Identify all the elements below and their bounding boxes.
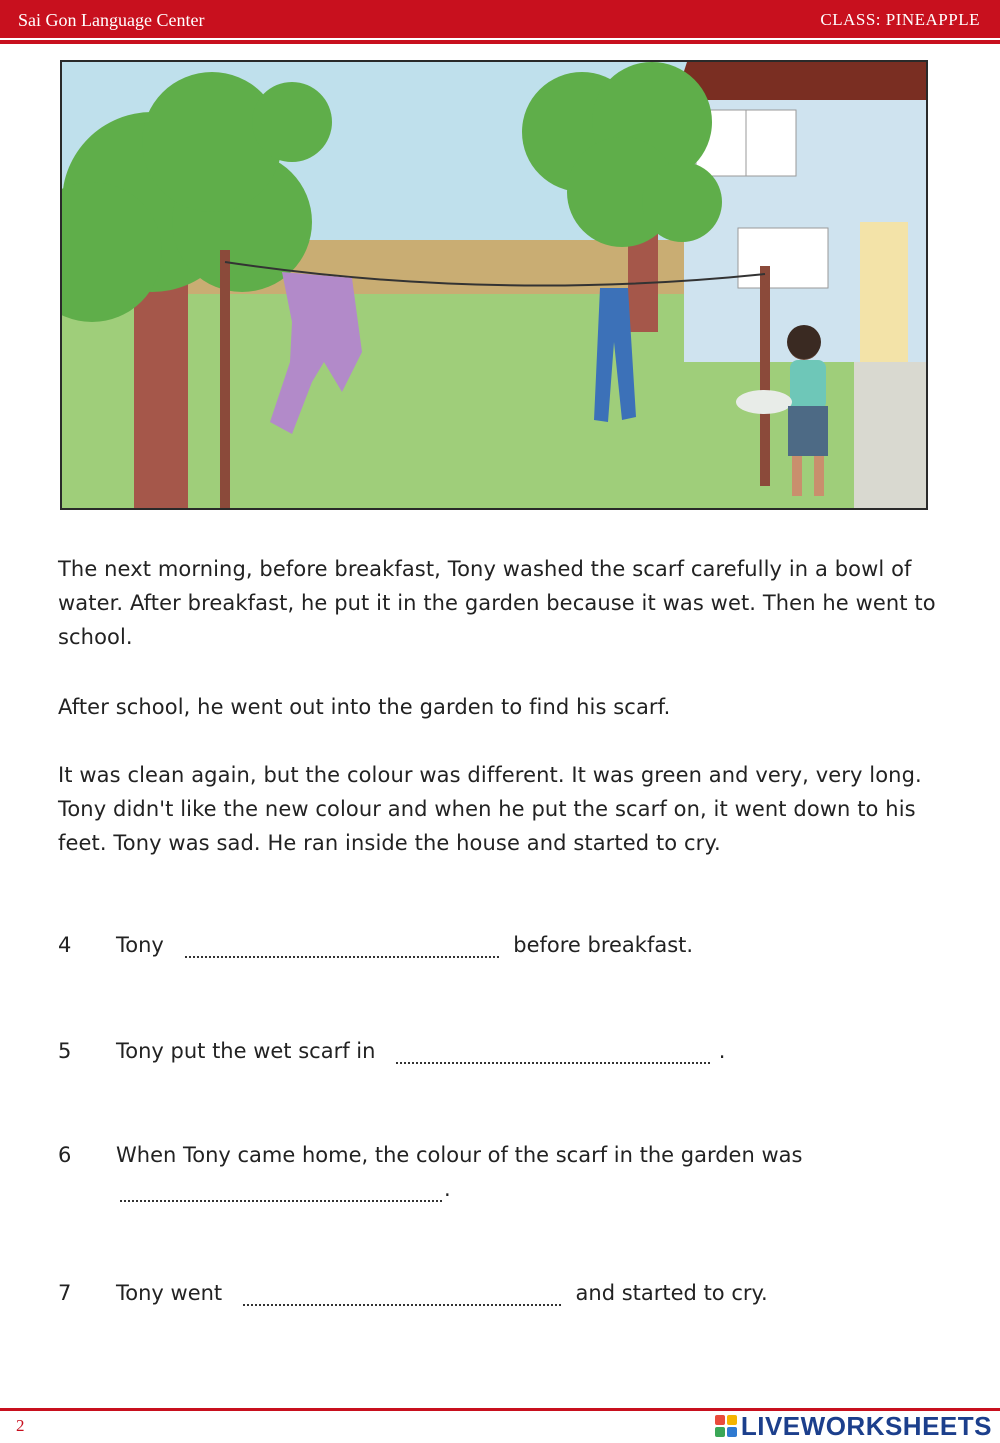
center-name: Sai Gon Language Center xyxy=(18,10,205,30)
question-suffix: . xyxy=(718,1039,726,1063)
story-paragraph-2: After school, he went out into the garden to find his scarf. xyxy=(58,695,671,719)
question-text xyxy=(116,1276,768,1310)
question-7 xyxy=(58,1276,938,1316)
question-number: 5 xyxy=(58,1039,72,1063)
question-prefix: Tony went xyxy=(116,1281,223,1305)
class-label: CLASS: PINEAPPLE xyxy=(820,10,980,29)
answer-blank-6[interactable] xyxy=(120,1178,442,1202)
question-suffix: and started to cry. xyxy=(575,1281,768,1305)
page-number: 2 xyxy=(16,1416,25,1435)
question-number: 6 xyxy=(58,1143,72,1167)
answer-blank-5[interactable] xyxy=(396,1040,710,1064)
question-4 xyxy=(58,928,938,968)
garden-illustration xyxy=(60,60,928,510)
question-text xyxy=(116,1034,725,1068)
question-prefix: Tony xyxy=(116,933,164,957)
question-text xyxy=(116,928,693,962)
header-divider xyxy=(0,40,1000,44)
story-paragraph-3: It was clean again, but the colour was different. It was green and very, very long. Tony didn't like the new colour and when he put the scarf on, it went down to his feet. Tony was sad. He ran inside the house and started to cry. xyxy=(58,763,922,855)
question-number: 4 xyxy=(58,933,72,957)
page-header xyxy=(0,0,1000,38)
question-number: 7 xyxy=(58,1281,72,1305)
answer-blank-7[interactable] xyxy=(243,1282,561,1306)
question-prefix: Tony put the wet scarf in xyxy=(116,1039,376,1063)
question-5 xyxy=(58,1034,938,1074)
brand-name: LIVEWORKSHEETS xyxy=(740,1410,992,1441)
question-6 xyxy=(58,1138,938,1218)
question-prefix: When Tony came home, the colour of the scarf in the garden was xyxy=(116,1143,803,1167)
question-text xyxy=(116,1138,936,1206)
story-paragraph-1: The next morning, before breakfast, Tony washed the scarf carefully in a bowl of water. After breakfast, he put it in the garden because it was wet. Then he went to school. xyxy=(58,557,936,649)
question-suffix: before breakfast. xyxy=(513,933,694,957)
liveworksheets-icon xyxy=(715,1415,737,1437)
question-suffix: . xyxy=(444,1177,451,1201)
liveworksheets-logo[interactable] xyxy=(715,1411,992,1441)
answer-blank-4[interactable] xyxy=(185,934,499,958)
